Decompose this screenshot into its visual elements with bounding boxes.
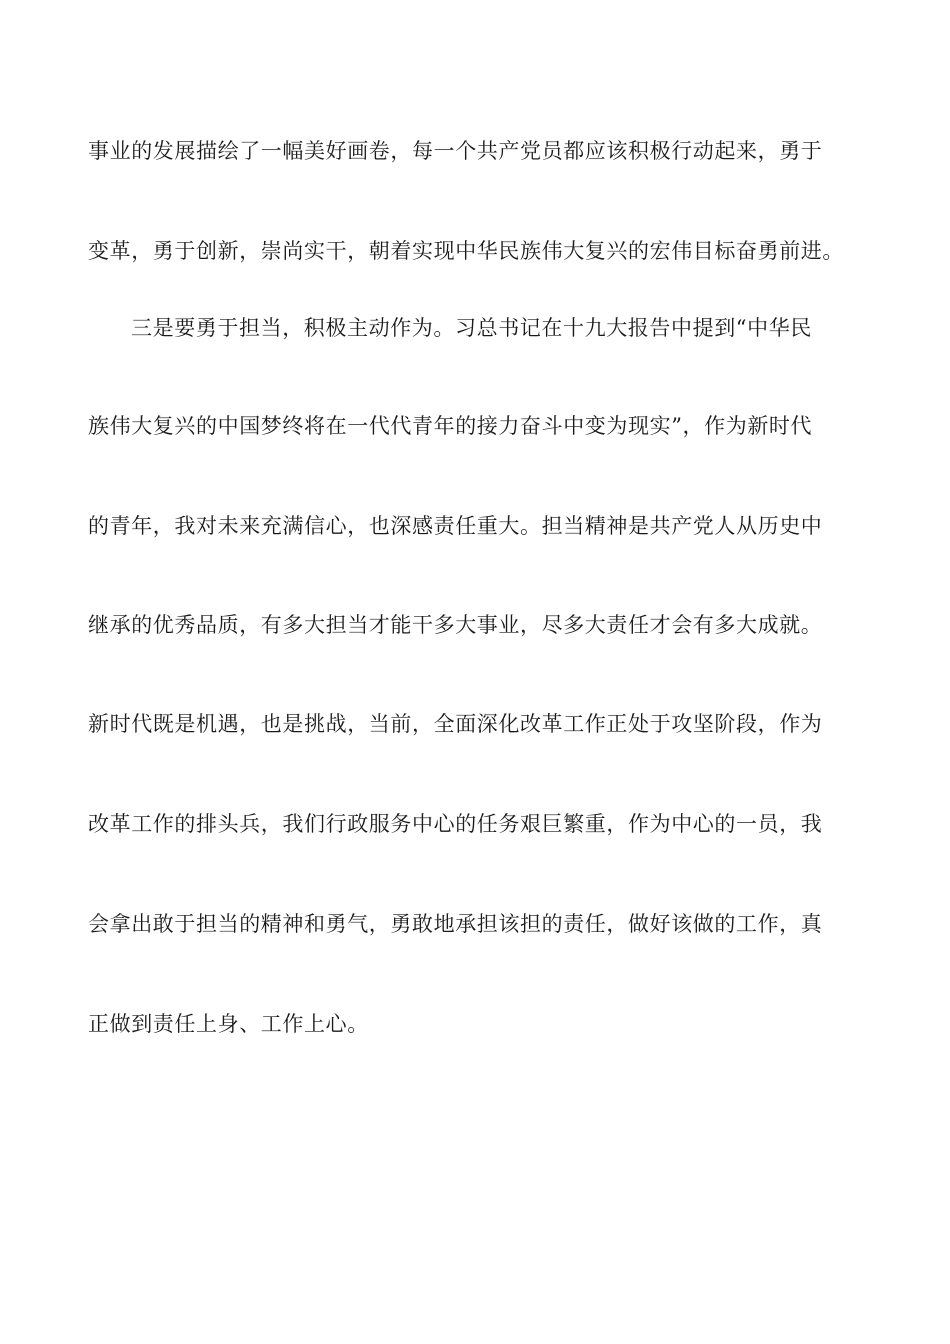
text-line: 继承的优秀品质，有多大担当才能干多大事业，尽多大责任才会有多大成就。 xyxy=(88,613,823,637)
text-line: 会拿出敢于担当的精神和勇气，勇敢地承担该担的责任，做好该做的工作，真 xyxy=(88,912,823,936)
text-line: 的青年，我对未来充满信心，也深感责任重大。担当精神是共产党人从历史中 xyxy=(88,514,823,538)
text-line: 族伟大复兴的中国梦终将在一代代青年的接力奋斗中变为现实”，作为新时代 xyxy=(88,414,813,438)
text-line: 变革，勇于创新，崇尚实干，朝着实现中华民族伟大复兴的宏伟目标奋勇前进。 xyxy=(88,239,844,263)
text-line: 改革工作的排头兵，我们行政服务中心的任务艰巨繁重，作为中心的一员，我 xyxy=(88,812,823,836)
text-line: 事业的发展描绘了一幅美好画卷，每一个共产党员都应该积极行动起来，勇于 xyxy=(88,139,823,163)
text-line: 正做到责任上身、工作上心。 xyxy=(88,1012,369,1036)
paragraph-start-line: 三是要勇于担当，积极主动作为。习总书记在十九大报告中提到“中华民 xyxy=(131,316,812,340)
text-line: 新时代既是机遇，也是挑战，当前，全面深化改革工作正处于攻坚阶段，作为 xyxy=(88,712,823,736)
